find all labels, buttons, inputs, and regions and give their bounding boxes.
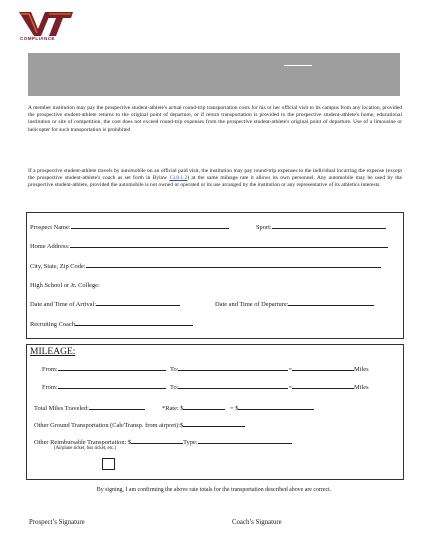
mileage-title: MILEAGE:	[30, 347, 76, 357]
total-miles-label: Total Miles Traveled:	[34, 405, 89, 412]
confirm-checkbox[interactable]	[102, 458, 115, 470]
other-reimbursable-field[interactable]	[131, 438, 183, 444]
rate-total-field[interactable]	[238, 404, 314, 410]
mileage-leg-2	[42, 383, 166, 391]
miles-label: Miles	[354, 384, 369, 391]
sport-row	[256, 223, 386, 231]
ground-transport-row	[34, 421, 245, 429]
total-miles-row	[34, 404, 145, 412]
bylaw-link[interactable]: 13.8.1.2	[169, 175, 188, 182]
miles-field-1[interactable]	[292, 365, 354, 371]
prospect-name-row	[30, 223, 229, 231]
arrival-field[interactable]	[96, 300, 180, 306]
to-label: To:	[170, 366, 179, 373]
title-banner	[28, 53, 400, 96]
departure-field[interactable]	[288, 300, 374, 306]
prospect-name-field[interactable]	[71, 223, 229, 229]
equals-sign: =	[288, 384, 293, 391]
coach-signature-label: Coach’s Signature	[232, 519, 282, 526]
ground-transport-label: Other Ground Transportation (Cab/Transp. from airport):$	[34, 422, 184, 429]
from-label: From:	[42, 366, 58, 373]
prospect-signature-label: Prospect’s Signature	[29, 519, 85, 526]
from-label: From:	[42, 384, 58, 391]
logo-caption: COMPLIANCE	[20, 36, 55, 41]
city-state-zip-label: City, State, Zip Code:	[30, 263, 86, 270]
rate-label: *Rate: $	[162, 405, 184, 412]
home-address-label: Home Address:	[30, 243, 70, 250]
other-reimbursable-label: Other Reimbursable Transportation: $	[34, 439, 132, 446]
intro-paragraph-2-end: ) at the same mileage rate it allows its own personnel. Any automobile may be used by the prospective student-athlete, provided the automobile is not owned or operated or its use arranged by the institution or any representative of its athletics interests.	[28, 175, 402, 189]
mileage-leg-1	[42, 365, 166, 373]
departure-row	[215, 300, 374, 308]
banner-divider	[284, 65, 312, 66]
type-label: Type:	[183, 439, 198, 446]
from-field-2[interactable]	[58, 383, 166, 389]
departure-label: Date and Time of Departure:	[215, 301, 289, 308]
to-field-2[interactable]	[178, 383, 288, 389]
intro-paragraph-2	[28, 168, 402, 190]
reimbursable-note: (Airplane ticket, bus ticket, etc.)	[54, 446, 116, 451]
intro-paragraph-1: A member institution may pay the prospective student-athlete's actual round-trip transportation costs for his or her official visit to its campus from any location, provided the prospective student-athlete returns to the original point of departure, or if return transportation is provided to the prospective student-athlete's home, educational institution or site of competition, the cost does not exceed round-trip expenses from the prospective student-athlete's original point of departure. Use of a limousine or helicopter for such transportation is prohibited	[28, 105, 402, 133]
high-school-row	[30, 282, 100, 289]
rate-row	[162, 404, 225, 412]
rate-equals-label: = $	[230, 405, 239, 412]
ground-transport-field[interactable]	[183, 421, 245, 427]
type-field[interactable]	[198, 438, 292, 444]
recruiting-coach-row	[30, 320, 193, 328]
from-field-1[interactable]	[58, 365, 166, 371]
rate-total-row	[230, 404, 314, 412]
home-address-row	[30, 242, 388, 250]
confirmation-statement: By signing, I am confirming the above rate totals for the transportation described above are correct.	[96, 487, 332, 493]
rate-field[interactable]	[183, 404, 225, 410]
to-field-1[interactable]	[178, 365, 288, 371]
prospect-name-label: Prospect Name:	[30, 224, 71, 231]
equals-sign: =	[288, 366, 293, 373]
miles-field-2[interactable]	[292, 383, 354, 389]
sport-label: Sport:	[256, 224, 272, 231]
total-miles-field[interactable]	[89, 404, 145, 410]
mileage-leg-2-to	[170, 383, 369, 391]
other-reimbursable-row	[34, 438, 292, 446]
sport-field[interactable]	[272, 223, 386, 229]
mileage-leg-1-to	[170, 365, 369, 373]
recruiting-coach-field[interactable]	[75, 320, 193, 326]
miles-label: Miles	[354, 366, 369, 373]
city-state-zip-field[interactable]	[86, 262, 381, 268]
intro-paragraph-2-start: If a prospective student-athlete travels by automobile on an official paid visit, the institution may pay round-trip expenses to the individual incurring the expense (except the prospective student-athlete's coach as set forth in Bylaw	[28, 168, 402, 182]
high-school-label: High School or Jr. College:	[30, 282, 100, 289]
recruiting-coach-label: Recruiting Coach	[30, 321, 75, 328]
city-state-zip-row	[30, 262, 381, 270]
to-label: To:	[170, 384, 179, 391]
arrival-row	[30, 300, 180, 308]
home-address-field[interactable]	[70, 242, 388, 248]
arrival-label: Date and Time of Arrival:	[30, 301, 97, 308]
